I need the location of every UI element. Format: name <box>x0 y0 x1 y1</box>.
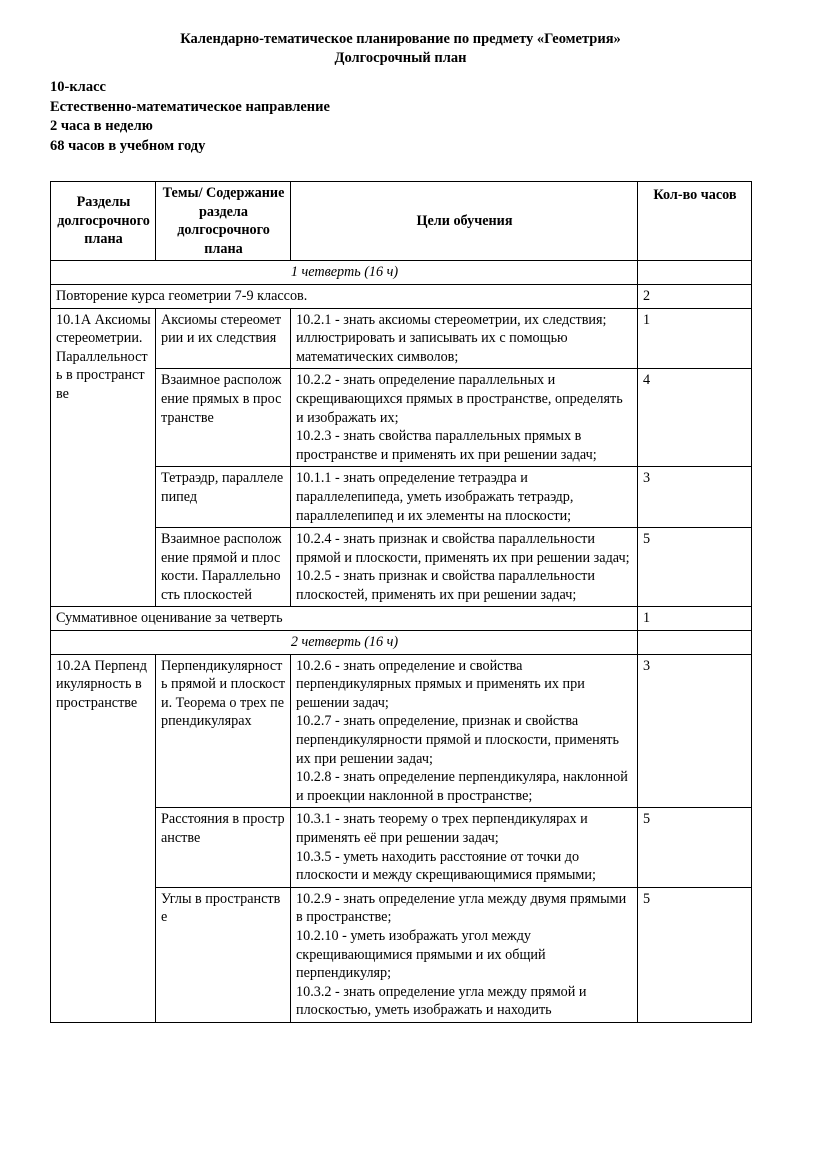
meta-hours-per-week: 2 часа в неделю <box>50 118 153 134</box>
theme-cell: Тетраэдр, параллелепипед <box>156 467 291 528</box>
learning-goals-cell <box>291 887 638 1022</box>
table-head <box>51 182 752 261</box>
page-subtitle: Долгосрочный план <box>334 50 467 66</box>
section-title-cell: 10.1А Аксиомы стереометрии. Параллельность в пространстве <box>51 308 156 607</box>
page-title: Календарно-тематическое планирование по предмету «Геометрия» <box>180 31 621 47</box>
learning-goal-item: 10.2.3 - знать свойства параллельных прямых в пространстве и применять их при решении задач; <box>296 428 597 463</box>
table-row <box>51 467 752 528</box>
learning-goal-item: 10.3.1 - знать теорему о трех перпендикулярах и применять её при решении задач; <box>296 811 588 846</box>
meta-hours-per-year: 68 часов в учебном году <box>50 137 206 154</box>
section-span-label: Повторение курса геометрии 7-9 классов. <box>51 284 638 308</box>
hours-cell: 4 <box>638 369 752 467</box>
learning-goal-item: 10.2.9 - знать определение угла между двумя прямыми в пространстве; <box>296 890 627 926</box>
learning-goal-item: 10.2.7 - знать определение, признак и свойства перпендикулярности прямой и плоскости, применять их при решении задач; <box>296 713 619 767</box>
table-row <box>51 369 752 467</box>
quarter-banner-label: 1 четверть (16 ч) <box>51 261 638 285</box>
section-span-hours: 1 <box>638 607 752 631</box>
learning-goal-item: 10.3.5 - уметь находить расстояние от точки до плоскости и между скрещивающимися прямыми; <box>296 848 596 884</box>
hours-cell: 5 <box>638 887 752 1022</box>
learning-goal-item: 10.2.10 - уметь изображать угол между скрещивающимися прямыми и их общий перпендикуляр; <box>296 927 546 982</box>
learning-goal-item: 10.2.8 - знать определение перпендикуляра, наклонной и проекции наклонной в пространстве; <box>296 769 628 804</box>
quarter-banner-hours <box>638 261 752 285</box>
table-row <box>51 284 752 308</box>
table-header-row <box>51 182 752 261</box>
section-span-label: Суммативное оценивание за четверть <box>51 607 638 631</box>
learning-goals-cell <box>291 528 638 607</box>
column-header-section: Разделы долгосрочного плана <box>51 182 156 261</box>
learning-goal-item: 10.2.4 - знать признак и свойства параллельности прямой и плоскости, применять их при решении задач; <box>296 531 630 566</box>
table-row <box>51 528 752 607</box>
table-row <box>51 607 752 631</box>
hours-cell: 3 <box>638 654 752 808</box>
theme-cell: Взаимное расположение прямой и плоскости. Параллельность плоскостей <box>156 528 291 607</box>
hours-cell: 1 <box>638 308 752 369</box>
table-row <box>51 887 752 1022</box>
learning-goals-cell <box>291 467 638 528</box>
table-row <box>51 631 752 655</box>
meta-direction: Естественно-математическое направление <box>50 98 330 115</box>
learning-goal-item: 10.2.2 - знать определение параллельных и скрещивающихся прямых в пространстве, определять и изображать их; <box>296 372 623 426</box>
long-term-plan-table <box>50 181 752 1023</box>
column-header-goals: Цели обучения <box>291 182 638 261</box>
table-row <box>51 261 752 285</box>
learning-goal-item: 10.2.1 - знать аксиомы стереометрии, их следствия; иллюстрировать и записывать их с помощью математических символов; <box>296 311 607 365</box>
learning-goal-item: 10.2.5 - знать признак и свойства параллельности плоскостей, применять их при решении задач; <box>296 568 595 603</box>
section-span-hours: 2 <box>638 284 752 308</box>
table-row <box>51 654 752 808</box>
table-row <box>51 808 752 887</box>
section-title-cell: 10.2А Перпендикулярность в пространстве <box>51 654 156 1022</box>
theme-cell: Углы в пространстве <box>156 887 291 1022</box>
hours-cell: 3 <box>638 467 752 528</box>
learning-goals-cell <box>291 654 638 808</box>
learning-goal-item: 10.3.2 - знать определение угла между прямой и плоскостью, уметь изображать и находить <box>296 983 587 1019</box>
hours-cell: 5 <box>638 528 752 607</box>
theme-cell: Взаимное расположение прямых в пространстве <box>156 369 291 467</box>
theme-cell: Аксиомы стереометрии и их следствия <box>156 308 291 369</box>
learning-goal-item: 10.1.1 - знать определение тетраэдра и параллелепипеда, уметь изображать тетраэдр, параллелепипед и их элементы на плоскости; <box>296 470 574 524</box>
table-body <box>51 261 752 1023</box>
quarter-banner-hours <box>638 631 752 655</box>
hours-cell: 5 <box>638 808 752 887</box>
learning-goals-cell <box>291 369 638 467</box>
column-header-theme: Темы/ Содержание раздела долгосрочного плана <box>156 182 291 261</box>
column-header-hours: Кол-во часов <box>638 182 752 261</box>
theme-cell: Перпендикулярность прямой и плоскости. Теорема о трех перпендикулярах <box>156 654 291 808</box>
meta-grade: 10-класс <box>50 79 106 95</box>
learning-goals-cell <box>291 808 638 887</box>
learning-goal-item: 10.2.6 - знать определение и свойства перпендикулярных прямых и применять их при решении задач; <box>296 657 585 711</box>
learning-goals-cell <box>291 308 638 369</box>
theme-cell: Расстояния в пространстве <box>156 808 291 887</box>
quarter-banner-label: 2 четверть (16 ч) <box>51 631 638 655</box>
document-meta-list <box>50 78 751 156</box>
table-row <box>51 308 752 369</box>
